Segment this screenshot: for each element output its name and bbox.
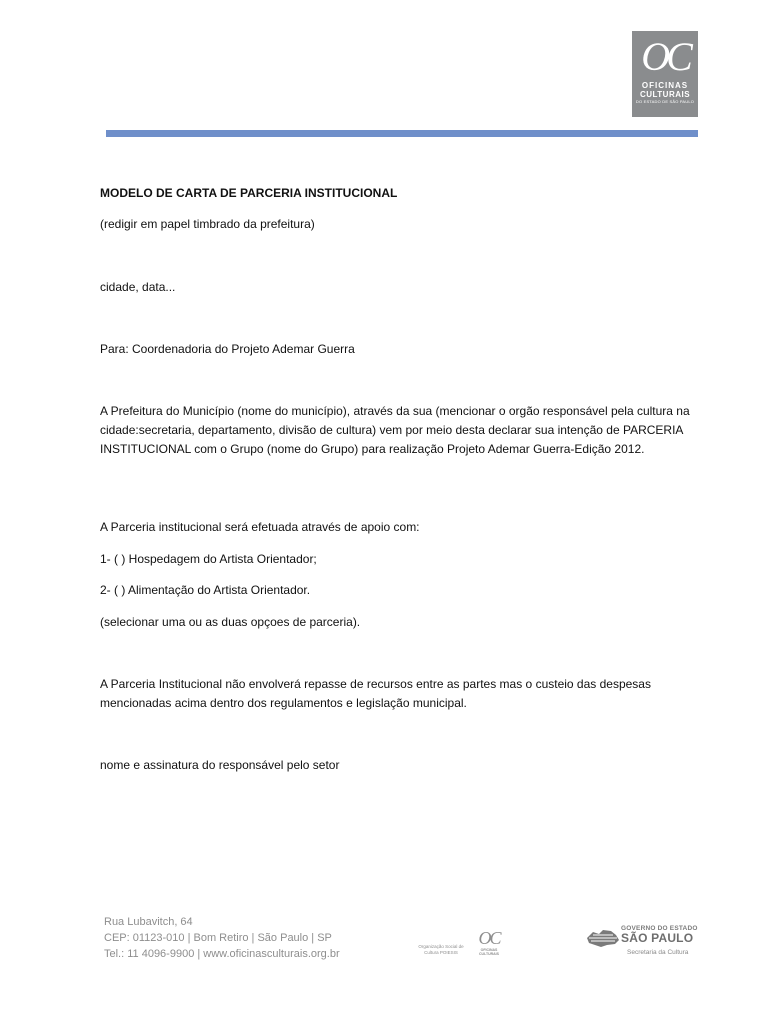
footer-logo-text: OFICINAS CULTURAIS xyxy=(479,948,499,956)
option-2: 2- ( ) Alimentação do Artista Orientador. xyxy=(100,583,311,597)
paragraph-1: A Prefeitura do Município (nome do município), através da sua (mencionar o orgão responsável pela cultura na cidade:secretaria, departamento, divisão de cultura) vem por meio desta declarar sua intenção de PARCERIA INSTITUCIONAL com o Grupo (nome do Grupo) para realização Projeto Ademar Guerra-Edição 2012. xyxy=(100,404,690,456)
option-1: 1- ( ) Hospedagem do Artista Orientador; xyxy=(100,552,317,566)
place-date: cidade, data... xyxy=(100,280,176,294)
gov-line2: SÃO PAULO xyxy=(621,931,694,945)
header-divider xyxy=(106,130,698,137)
letter-title: MODELO DE CARTA DE PARCERIA INSTITUCIONAL xyxy=(100,186,398,200)
gov-line1: GOVERNO DO ESTADO xyxy=(621,925,698,932)
governo-sp-logo xyxy=(585,924,703,964)
gov-line3: Secretaria da Cultura xyxy=(627,949,689,956)
signature-line: nome e assinatura do responsável pelo setor xyxy=(100,758,340,772)
logo-line3: DO ESTADO DE SÃO PAULO xyxy=(635,99,695,104)
oficinas-culturais-logo xyxy=(632,31,698,117)
footer-cep: CEP: 01123-010 | Bom Retiro | São Paulo | SP xyxy=(104,932,332,944)
logo-monogram: OC xyxy=(641,34,689,79)
footer-contact: Tel.: 11 4096-9900 | www.oficinasculturais.org.br xyxy=(104,948,340,960)
support-intro: A Parceria institucional será efetuada através de apoio com: xyxy=(100,520,420,534)
paragraph-2: A Parceria Institucional não envolverá repasse de recursos entre as partes mas o custeio das despesas mencionadas acima dentro dos regulamentos e legislação municipal. xyxy=(100,677,651,710)
footer-org-label: Organização Social de Cultura POIESIS xyxy=(418,944,464,955)
recipient: Para: Coordenadoria do Projeto Ademar Guerra xyxy=(100,342,355,356)
logo-line1: OFICINAS xyxy=(641,81,689,90)
letter-subtitle: (redigir em papel timbrado da prefeitura) xyxy=(100,217,315,231)
logo-line2: CULTURAIS xyxy=(639,90,691,99)
footer-oc-logo xyxy=(476,928,502,960)
footer-logo-monogram: OC xyxy=(478,928,500,948)
footer-street: Rua Lubavitch, 64 xyxy=(104,916,193,928)
selection-note: (selecionar uma ou as duas opçoes de parceria). xyxy=(100,615,361,629)
state-map-icon xyxy=(585,926,621,950)
footer-address xyxy=(104,914,404,962)
